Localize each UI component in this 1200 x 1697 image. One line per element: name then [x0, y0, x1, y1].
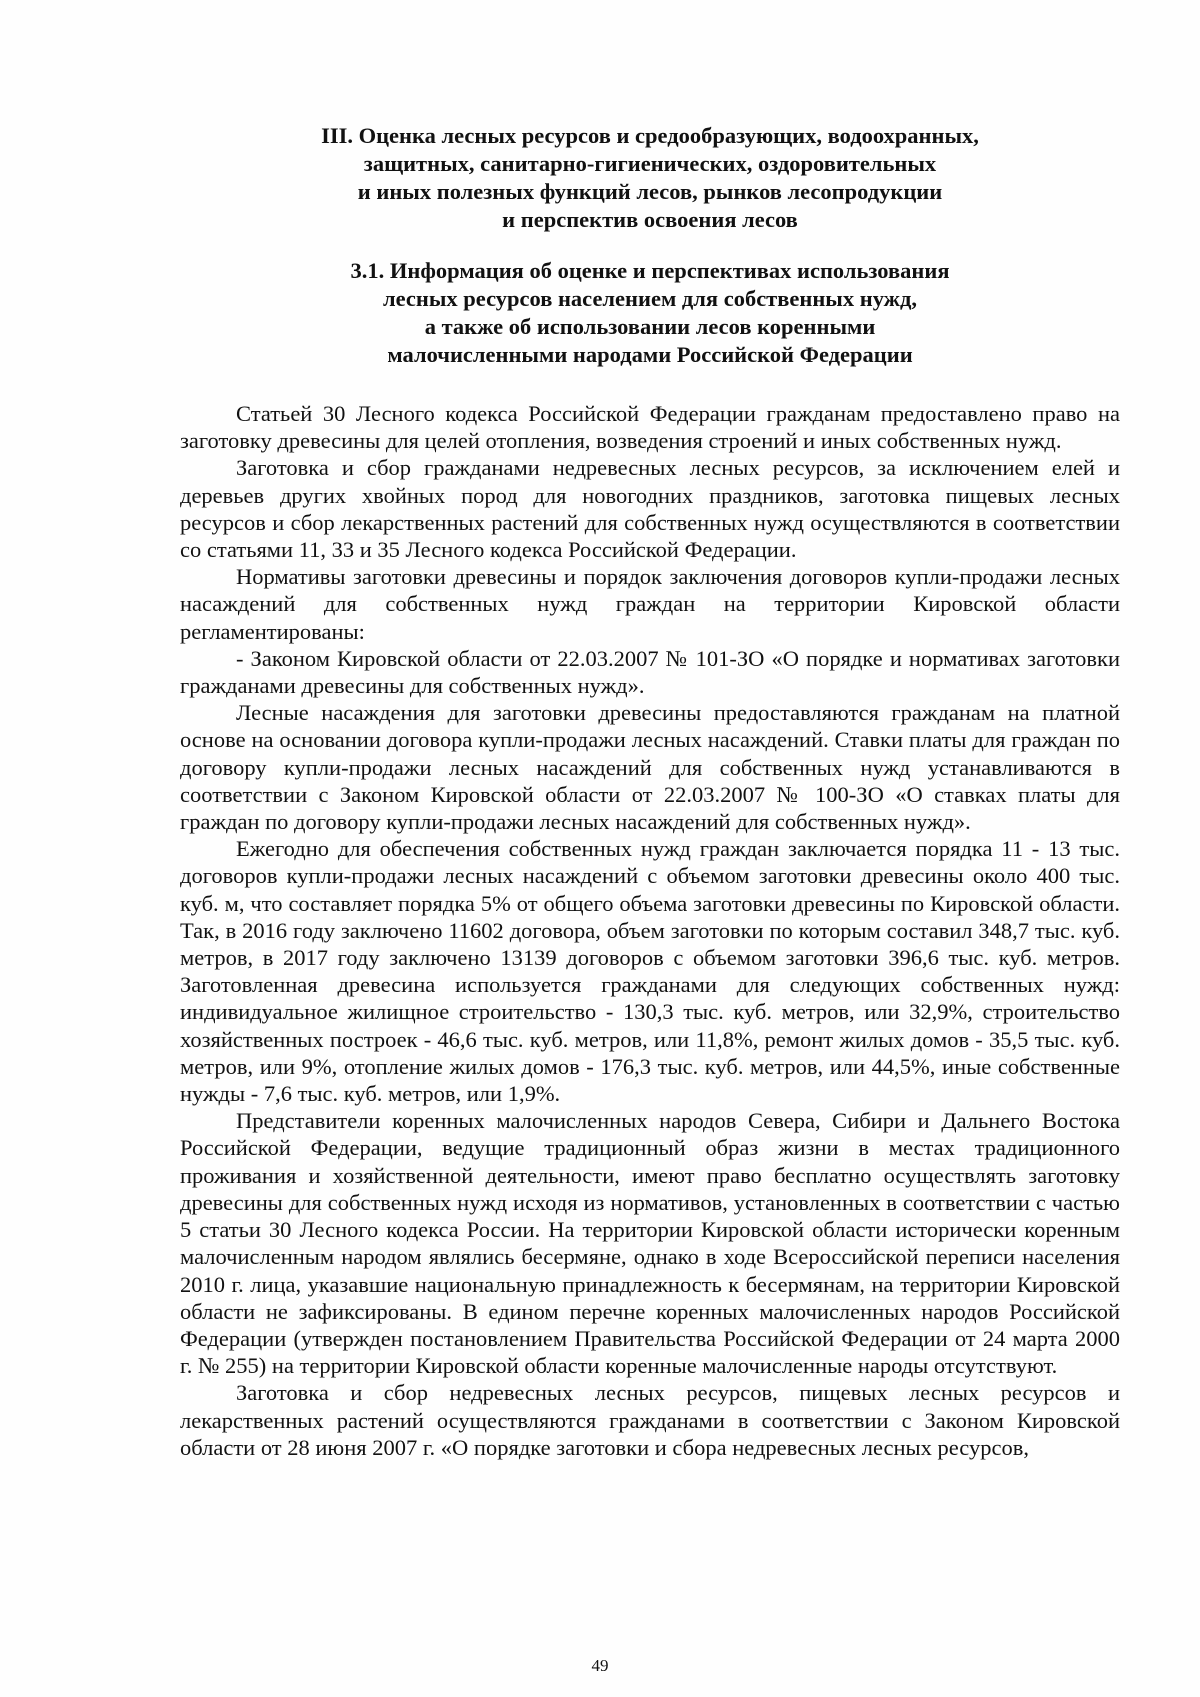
subsection-title-line: малочисленными народами Российской Федерации [387, 342, 913, 367]
subsection-title-line: лесных ресурсов населением для собственных нужд, [383, 286, 917, 311]
paragraph: Лесные насаждения для заготовки древесины предоставляются гражданам на платной основе на основании договора купли-продажи лесных насаждений. Ставки платы для граждан по договору купли-продажи лесных насаждений для собственных нужд устанавливаются в соответствии с Законом Кировской области от 22.03.2007 № 100-ЗО «О ставках платы для граждан по договору купли-продажи лесных насаждений для собственных нужд». [180, 700, 1120, 835]
section-title-line: и перспектив освоения лесов [502, 207, 798, 232]
section-title-line: защитных, санитарно-гигиенических, оздоровительных [363, 151, 937, 176]
paragraph: Представители коренных малочисленных народов Севера, Сибири и Дальнего Востока Российской Федерации, ведущие традиционный образ жизни в местах традиционного проживания и хозяйственной деятельности, имеют право бесплатно осуществлять заготовку древесины для собственных нужд исходя из нормативов, установленных в соответствии с частью 5 статьи 30 Лесного кодекса России. На территории Кировской области исторически коренным малочисленным народом являлись бесермяне, однако в ходе Всероссийской переписи населения 2010 г. лица, указавшие национальную принадлежность к бесермянам, на территории Кировской области не зафиксированы. В едином перечне коренных малочисленных народов Российской Федерации (утвержден постановлением Правительства Российской Федерации от 24 марта 2000 г. № 255) на территории Кировской области коренные малочисленные народы отсутствуют. [180, 1108, 1120, 1379]
subsection-title [180, 257, 1120, 369]
list-item-paragraph: - Законом Кировской области от 22.03.2007 № 101-ЗО «О порядке и нормативах заготовки гражданами древесины для собственных нужд». [180, 645, 1120, 699]
paragraph: Статьей 30 Лесного кодекса Российской Федерации гражданам предоставлено право на заготовку древесины для целей отопления, возведения строений и иных собственных нужд. [180, 401, 1120, 454]
page-number: 49 [591, 1656, 609, 1675]
subsection-title-line: 3.1. Информация об оценке и перспективах использования [350, 258, 950, 283]
section-title-line: III. Оценка лесных ресурсов и средообразующих, водоохранных, [321, 123, 979, 148]
body-text [180, 400, 1120, 1461]
section-title [180, 122, 1120, 234]
paragraph: Заготовка и сбор гражданами недревесных лесных ресурсов, за исключением елей и деревьев других хвойных пород для новогодних праздников, заготовка пищевых лесных ресурсов и сбор лекарственных растений для собственных нужд осуществляются в соответствии со статьями 11, 33 и 35 Лесного кодекса Российской Федерации. [180, 455, 1120, 563]
paragraph: Нормативы заготовки древесины и порядок заключения договоров купли-продажи лесных насаждений для собственных нужд граждан на территории Кировской области регламентированы: [180, 564, 1120, 644]
paragraph: Заготовка и сбор недревесных лесных ресурсов, пищевых лесных ресурсов и лекарственных растений осуществляются гражданами в соответствии с Законом Кировской области от 28 июня 2007 г. «О порядке заготовки и сбора недревесных лесных ресурсов, [180, 1380, 1120, 1460]
paragraph: Ежегодно для обеспечения собственных нужд граждан заключается порядка 11 - 13 тыс. договоров купли-продажи лесных насаждений с объемом заготовки древесины около 400 тыс. куб. м, что составляет порядка 5% от общего объема заготовки древесины по Кировской области. Так, в 2016 году заключено 11602 договора, объем заготовки по которым составил 348,7 тыс. куб. метров, в 2017 году заключено 13139 договоров с объемом заготовки 396,6 тыс. куб. метров. Заготовленная древесина используется гражданами для следующих собственных нужд: индивидуальное жилищное строительство - 130,3 тыс. куб. метров, или 32,9%, строительство хозяйственных построек - 46,6 тыс. куб. метров, или 11,8%, ремонт жилых домов - 35,5 тыс. куб. метров, или 9%, отопление жилых домов - 176,3 тыс. куб. метров, или 44,5%, иные собственные нужды - 7,6 тыс. куб. метров, или 1,9%. [180, 836, 1120, 1107]
section-title-line: и иных полезных функций лесов, рынков лесопродукции [357, 179, 943, 204]
subsection-title-line: а также об использовании лесов коренными [424, 314, 876, 339]
